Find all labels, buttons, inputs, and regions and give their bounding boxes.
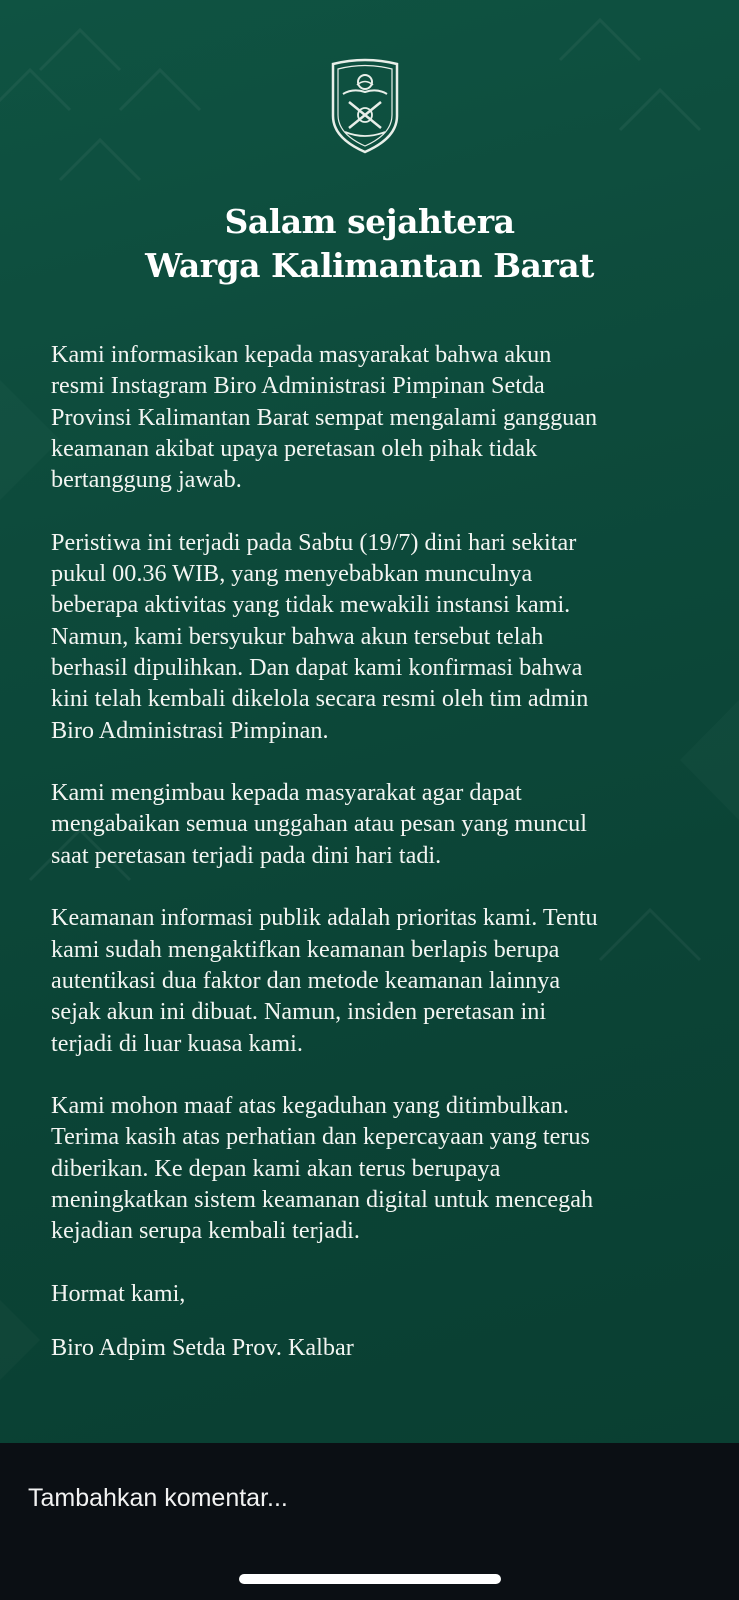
text-line: Biro Administrasi Pimpinan.: [51, 716, 329, 744]
text-line: pukul 00.36 WIB, yang menyebabkan munculnya: [51, 560, 533, 588]
paragraph-5: [51, 1090, 711, 1246]
text-line: resmi Instagram Biro Administrasi Pimpinan Setda: [51, 372, 545, 400]
text-line: meningkatkan sistem keamanan digital untuk mencegah: [51, 1186, 594, 1214]
text-line: Peristiwa ini terjadi pada Sabtu (19/7) dini hari sekitar: [51, 528, 577, 556]
text-line: Namun, kami bersyukur bahwa akun tersebut telah: [51, 622, 544, 650]
title-line-2: Warga Kalimantan Barat: [145, 246, 594, 285]
paragraph-1: [51, 339, 711, 495]
text-line: terjadi di luar kuasa kami.: [51, 1029, 303, 1057]
text-line: Keamanan informasi publik adalah prioritas kami. Tentu: [51, 904, 598, 932]
home-indicator[interactable]: [239, 1574, 501, 1584]
comment-input[interactable]: [28, 1470, 628, 1526]
text-line: keamanan akibat upaya peretasan oleh pihak tidak: [51, 434, 538, 462]
paragraph-4: [51, 902, 711, 1058]
text-line: beberapa aktivitas yang tidak mewakili instansi kami.: [51, 591, 571, 619]
text-line: Provinsi Kalimantan Barat sempat mengalami gangguan: [51, 403, 598, 431]
text-line: saat peretasan terjadi pada dini hari tadi.: [51, 841, 442, 869]
text-line: Kami mengimbau kepada masyarakat agar dapat: [51, 779, 522, 807]
kalimantan-barat-emblem-icon: [329, 58, 401, 156]
text-line: diberikan. Ke depan kami akan terus berupaya: [51, 1154, 501, 1182]
closing-text: Hormat kami,: [51, 1279, 186, 1307]
text-line: kejadian serupa kembali terjadi.: [51, 1217, 360, 1245]
announcement-body: [51, 339, 711, 1364]
text-line: kami sudah mengaktifkan keamanan berlapis berupa: [51, 935, 560, 963]
title-line-1: Salam sejahtera: [224, 202, 515, 241]
text-line: berhasil dipulihkan. Dan dapat kami konfirmasi bahwa: [51, 653, 583, 681]
text-line: mengabaikan semua unggahan atau pesan yang muncul: [51, 810, 587, 838]
signature-text: Biro Adpim Setda Prov. Kalbar: [51, 1334, 354, 1362]
text-line: Terima kasih atas perhatian dan kepercayaan yang terus: [51, 1123, 590, 1151]
text-line: sejak akun ini dibuat. Namun, insiden peretasan ini: [51, 998, 547, 1026]
text-line: kini telah kembali dikelola secara resmi oleh tim admin: [51, 685, 589, 713]
text-line: Kami informasikan kepada masyarakat bahwa akun: [51, 341, 552, 368]
post-title: [0, 200, 739, 288]
paragraph-3: [51, 777, 711, 871]
text-line: autentikasi dua faktor dan metode keamanan lainnya: [51, 966, 561, 994]
text-line: bertanggung jawab.: [51, 466, 242, 494]
paragraph-2: [51, 527, 711, 746]
text-line: Kami mohon maaf atas kegaduhan yang ditimbulkan.: [51, 1092, 569, 1120]
